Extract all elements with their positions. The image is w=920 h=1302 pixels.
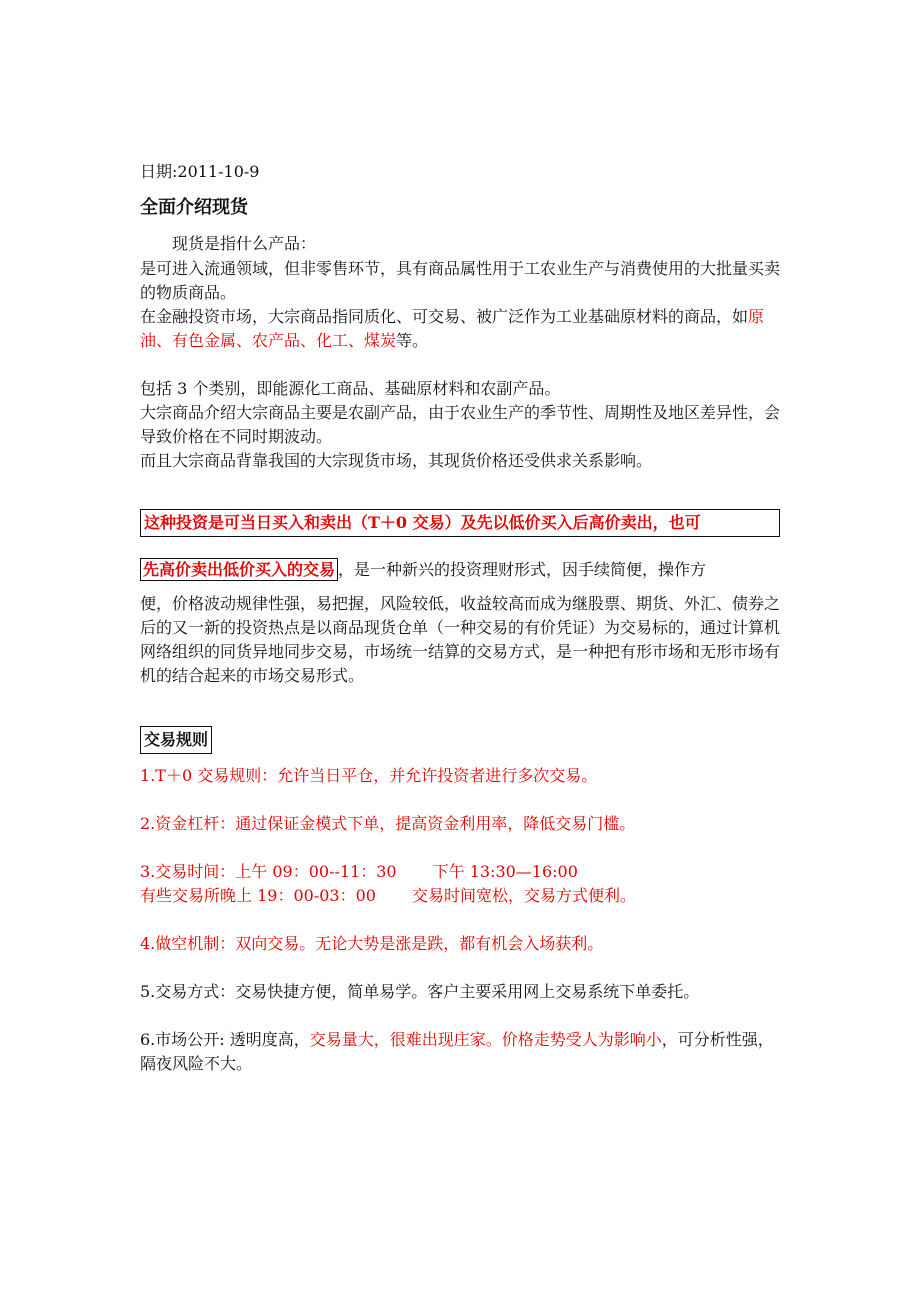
document-date: 日期:2011-10-9: [140, 162, 260, 181]
paragraph-agri: 大宗商品介绍大宗商品主要是农副产品，由于农业生产的季节性、周期性及地区差异性，会导致价格在不同时期波动。: [140, 403, 781, 446]
paragraph-investment-first-line: [140, 555, 785, 585]
document-title: 全面介绍现货: [140, 197, 248, 218]
para6-text: ，是一种新兴的投资理财形式，因手续简便，操作方: [338, 560, 707, 579]
rule-hours-night-time: 有些交易所晚上 19：00-03：00: [140, 886, 376, 905]
rule-hours-night-note: 交易时间宽松，交易方式便利。: [411, 886, 636, 905]
rule-leverage: 2.资金杠杆：通过保证金模式下单，提高资金利用率，降低交易门槛。: [140, 814, 636, 833]
para2-highlight: 原油、有色金属、农产品、化工、煤炭: [140, 307, 765, 350]
boxed-highlight-line: 这种投资是可当日买入和卖出（T＋0 交易）及先以低价买入后高价卖出，也可: [140, 509, 780, 537]
rule-market-open: [140, 1028, 785, 1076]
intro-line: 现货是指什么产品：: [172, 234, 317, 253]
rule7-highlight: 交易量大，很难出现庄家。价格走势受人为影响小: [309, 1030, 662, 1049]
section-title-trading-rules: 交易规则: [140, 726, 212, 754]
rule-hours-afternoon: 下午 13:30—16:00: [432, 862, 578, 881]
rule-trading-method: 5.交易方式：交易快捷方便，简单易学。客户主要采用网上交易系统下单委托。: [140, 982, 700, 1001]
rule-hours-night: [140, 884, 785, 908]
paragraph-categories: 包括 3 个类别，即能源化工商品、基础原材料和农副产品。: [140, 379, 561, 398]
paragraph-definition: 是可进入流通领域，但非零售环节，具有商品属性用于工农业生产与消费使用的大批量买卖的物质商品。: [140, 259, 781, 302]
para2-text-a: 在金融投资市场，大宗商品指同质化、可交易、被广泛作为工业基础原材料的商品，如: [140, 307, 749, 326]
boxed-highlight-inline: 先高价卖出低价买入的交易: [140, 558, 338, 581]
paragraph-commodities: [140, 305, 785, 353]
rule-short-selling: 4.做空机制：双向交易。无论大势是涨是跌，都有机会入场获利。: [140, 934, 604, 953]
rule7-text-a: 6.市场公开: 透明度高，: [140, 1030, 310, 1049]
rule-t0: 1.T＋0 交易规则：允许当日平仓，并允许投资者进行多次交易。: [140, 766, 598, 785]
para2-text-b: 等。: [396, 331, 429, 350]
paragraph-supply-demand: 而且大宗商品背靠我国的大宗现货市场，其现货价格还受供求关系影响。: [140, 451, 653, 470]
paragraph-investment-body: 便，价格波动规律性强，易把握，风险较低，收益较高而成为继股票、期货、外汇、债券之后的又一新的投资热点是以商品现货仓单（一种交易的有价凭证）为交易标的，通过计算机网络组织的同货异地同步交易，市场统一结算的交易方式，是一种把有形市场和无形市场有机的结合起来的市场交易形式。: [140, 594, 781, 685]
rule7-text-b: ，可分析性强，隔夜风险不大。: [140, 1030, 774, 1073]
rule-hours: [140, 860, 785, 884]
rule-hours-morning: 3.交易时间：上午 09：00--11：30: [140, 862, 397, 881]
